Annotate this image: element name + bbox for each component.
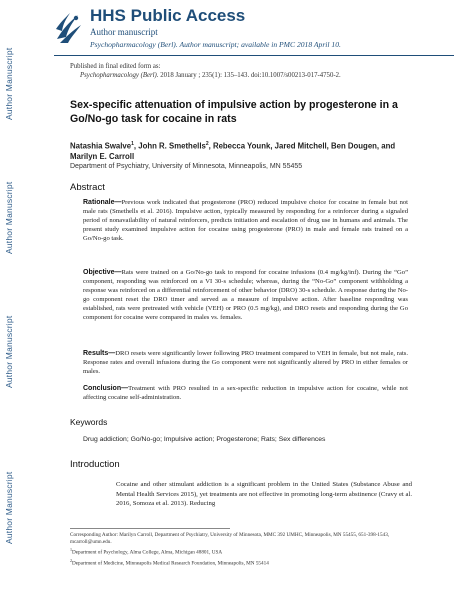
author-separator: , xyxy=(270,141,275,151)
abstract-conclusion xyxy=(83,385,408,403)
author-separator: , and xyxy=(376,141,396,151)
author-name: Natashia Swalve xyxy=(70,141,132,151)
publication-info xyxy=(70,62,341,80)
author-name: Ben Dougen xyxy=(331,141,377,151)
author-list xyxy=(70,139,410,163)
author-separator: , xyxy=(133,141,139,151)
footnote-divider xyxy=(70,528,230,529)
publication-journal: Psychopharmacology (Berl). xyxy=(80,72,159,79)
author-separator: , xyxy=(326,141,331,151)
journal-availability-line: Psychopharmacology (Berl). Author manuscript; available in PMC 2018 April 10. xyxy=(90,40,341,49)
footnotes xyxy=(70,532,415,567)
objective-label: Objective— xyxy=(83,269,122,276)
footnote-marker: 1 xyxy=(70,547,72,552)
abstract-heading: Abstract xyxy=(70,182,105,193)
results-text: DRO resets were significantly lower following PRO treatment compared to VEH in female, but not male, rats. Response rates and overall infusions during the Go component were not significantly altered by PRO in either females or males. xyxy=(83,350,408,375)
author-name: Rebecca Younk xyxy=(212,141,271,151)
introduction-text: Cocaine and other stimulant addiction is a significant problem in the United States (Substance Abuse and Mental Health Services 2015), yet treatments are not effective in promoting long-term abstinence (Cravy et al. 2016, Somoza et al. 2013). Reducing xyxy=(116,481,412,508)
published-in-label: Published in final edited form as: xyxy=(70,63,161,70)
hhs-eagle-logo xyxy=(54,9,84,47)
side-label-author-manuscript: Author Manuscript xyxy=(4,315,14,389)
abstract-results xyxy=(83,350,408,377)
author-affil-sup: 1 xyxy=(131,141,134,147)
affiliation: Department of Psychiatry, University of Minnesota, Minneapolis, MN 55455 xyxy=(70,163,303,170)
conclusion-text: Treatment with PRO resulted in a sex-specific reduction in impulsive action for cocaine, while not affecting cocaine self-administration. xyxy=(83,385,408,401)
article-title: Sex-specific attenuation of impulsive action by progesterone in a Go/No-go task for cocaine in rats xyxy=(70,99,398,125)
footnote-affiliation: Department of Medicine, Minneapolis Medical Research Foundation, Minneapolis, MN 55414 xyxy=(72,560,269,567)
conclusion-label: Conclusion— xyxy=(83,385,129,392)
publication-citation: 2018 January ; 235(1): 135–143. doi:10.1007/s00213-017-4750-2. xyxy=(158,72,341,79)
author-name: Jared Mitchell xyxy=(274,141,327,151)
rationale-label: Rationale— xyxy=(83,199,122,206)
footnote-marker: 2 xyxy=(70,557,72,563)
results-label: Results— xyxy=(83,350,116,357)
side-label-author-manuscript: Author Manuscript xyxy=(4,47,14,121)
hhs-public-access-title: HHS Public Access xyxy=(90,6,246,25)
side-label-author-manuscript: Author Manuscript xyxy=(4,471,14,545)
header-divider xyxy=(54,55,454,56)
rationale-text: Previous work indicated that progesterone (PRO) reduced impulsive choice for cocaine in female but not male rats (Smethells et al. 2016). Impulsive action, typically measured by responding for a reinforcer during a signaled period of nonavailability of natural reinforcers, predicts initiation and escalation of drug use in humans and animals. The present study examined impulsive action for cocaine using progesterone (PRO) in male and female rats trained on a Go/No-go task. xyxy=(83,199,408,242)
footnote-affiliation: Department of Psychology, Alma College, Alma, Michigan 48801, USA xyxy=(72,549,223,556)
author-manuscript-subtitle: Author manuscript xyxy=(90,27,158,37)
side-label-author-manuscript: Author Manuscript xyxy=(4,181,14,255)
author-separator: , xyxy=(208,141,213,151)
author-affil-sup: 2 xyxy=(205,141,209,147)
keywords-list: Drug addiction; Go/No-go; Impulsive action; Progesterone; Rats; Sex differences xyxy=(83,436,326,443)
introduction-heading: Introduction xyxy=(70,459,120,470)
abstract-objective xyxy=(83,269,408,322)
corresponding-author-footnote: Corresponding Author: Marilyn Carroll, Department of Psychiatry, University of Minnesota, MMC 392 UMHC, Minneapolis, MN 55455, 651-398-1543, mcarroll@umn.edu. xyxy=(70,532,390,545)
author-name: John R. Smethells xyxy=(138,141,206,151)
keywords-heading: Keywords xyxy=(70,417,108,427)
abstract-rationale xyxy=(83,199,408,244)
objective-text: Rats were trained on a Go/No-go task to respond for cocaine infusions (0.4 mg/kg/inf). During the “Go” component, responding was reinforced on a VI 30-s schedule; whereas, during the “No-Go” component withholding a response was reinforced on a differential reinforcement of other behavior (DRO) 30-s schedule. A response during the No-go component reset the DRO timer and served as a measure of impulsive action. After baseline responding was established, rats were pretreated with vehicle (VEH) or PRO (0.5 mg/kg), and DRO resets and responding during the Go component for cocaine were compared in males vs. females. xyxy=(83,269,408,321)
author-name: Marilyn E. Carroll xyxy=(70,152,135,162)
